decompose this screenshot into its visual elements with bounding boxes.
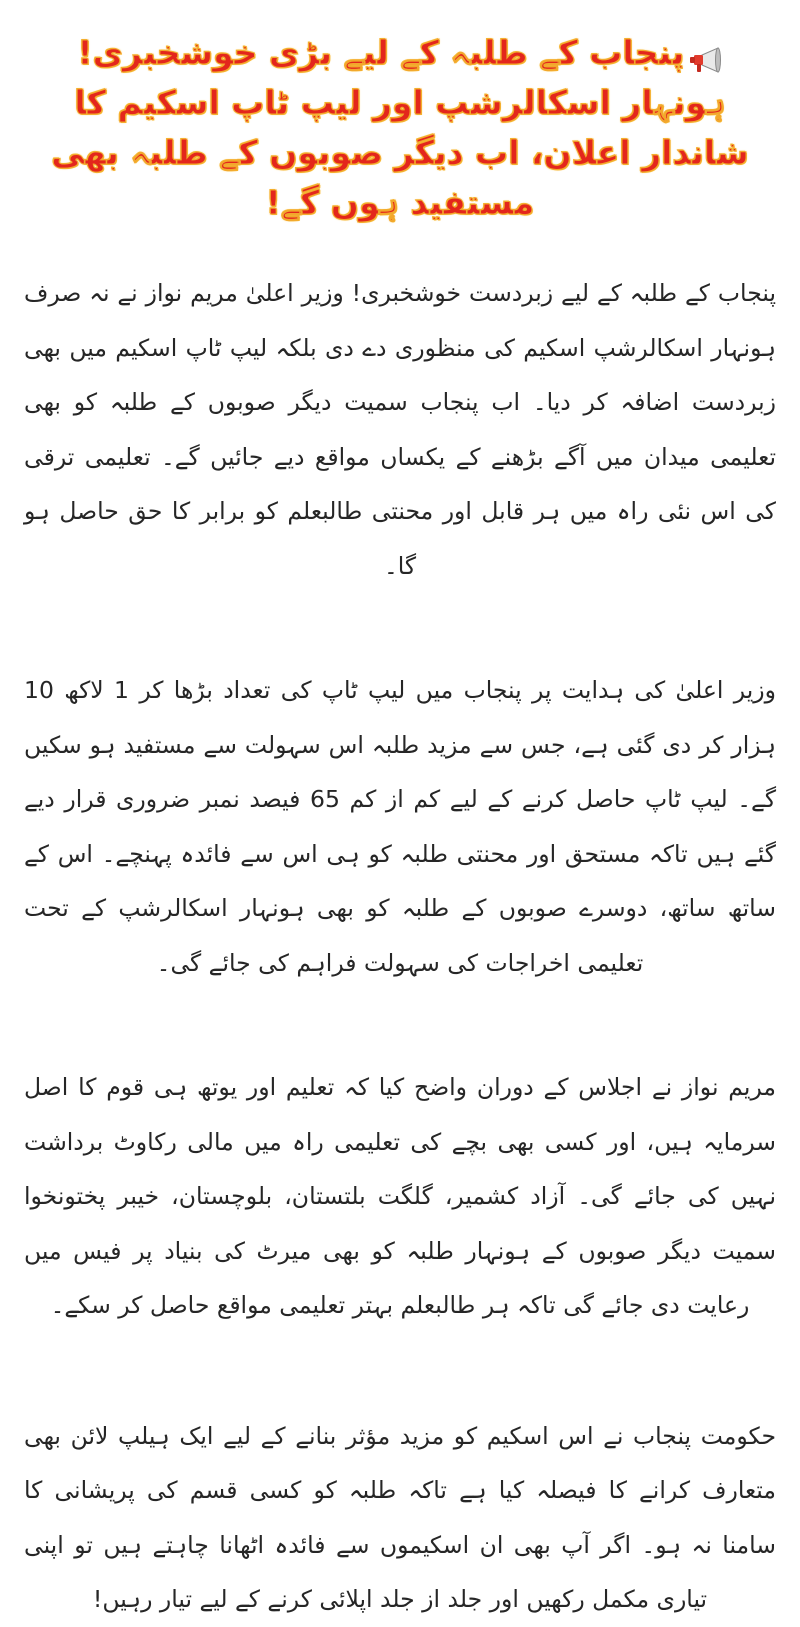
headline-text: پنجاب کے طلبہ کے لیے بڑی خوشخبری! ہونہار اسکالرشپ اور لیپ ٹاپ اسکیم کا شاندار اعلان، اب دیگر صوبوں کے طلبہ بھی مستفید ہوں گے! <box>51 33 749 222</box>
paragraph-3: مریم نواز نے اجلاس کے دوران واضح کیا کہ تعلیم اور یوتھ ہی قوم کا اصل سرمایہ ہیں، اور کسی بھی بچے کی تعلیمی راہ میں مالی رکاوٹ برداشت نہیں کی جائے گی۔ آزاد کشمیر، گلگت بلتستان، بلوچستان، خیبر پختونخوا سمیت دیگر صوبوں کے ہونہار طلبہ کو بھی میرٹ کی بنیاد پر فیس میں رعایت دی جائے گی تاکہ ہر طالبعلم بہتر تعلیمی مواقع حاصل کر سکے۔ <box>24 1073 776 1319</box>
paragraph-1: پنجاب کے طلبہ کے لیے زبردست خوشخبری! وزیر اعلیٰ مریم نواز نے نہ صرف ہونہار اسکالرشپ اسکیم کی منظوری دے دی بلکہ لیپ ٹاپ اسکیم میں بھی زبردست اضافہ کر دیا۔ اب پنجاب سمیت دیگر صوبوں کے طلبہ کو بھی تعلیمی میدان میں آگے بڑھنے کے یکساں مواقع دیے جائیں گے۔ تعلیمی ترقی کی اس نئی راہ میں ہر قابل اور محنتی طالبعلم کو برابر کا حق حاصل ہو گا۔ <box>24 279 776 580</box>
headline <box>38 28 762 228</box>
paragraph-4: حکومت پنجاب نے اس اسکیم کو مزید مؤثر بنانے کے لیے ایک ہیلپ لائن بھی متعارف کرانے کا فیصلہ کیا ہے تاکہ طلبہ کو کسی قسم کی پریشانی کا سامنا نہ ہو۔ اگر آپ بھی ان اسکیموں سے فائدہ اٹھانا چاہتے ہیں تو اپنی تیاری مکمل رکھیں اور جلد از جلد اپلائی کرنے کے لیے تیار رہیں! <box>24 1421 776 1613</box>
megaphone-icon <box>688 40 722 70</box>
paragraph-2: وزیر اعلیٰ کی ہدایت پر پنجاب میں لیپ ٹاپ کی تعداد بڑھا کر 1 لاکھ 10 ہزار کر دی گئی ہے، جس سے مزید طلبہ اس سہولت سے مستفید ہو سکیں گے۔ لیپ ٹاپ حاصل کرنے کے لیے کم از کم 65 فیصد نمبر ضروری قرار دیے گئے ہیں تاکہ مستحق اور محنتی طلبہ کو ہی اس سے فائدہ پہنچے۔ اس کے ساتھ ساتھ، دوسرے صوبوں کے طلبہ کو بھی ہونہار اسکالرشپ کے تحت تعلیمی اخراجات کی سہولت فراہم کی جائے گی۔ <box>24 676 777 977</box>
